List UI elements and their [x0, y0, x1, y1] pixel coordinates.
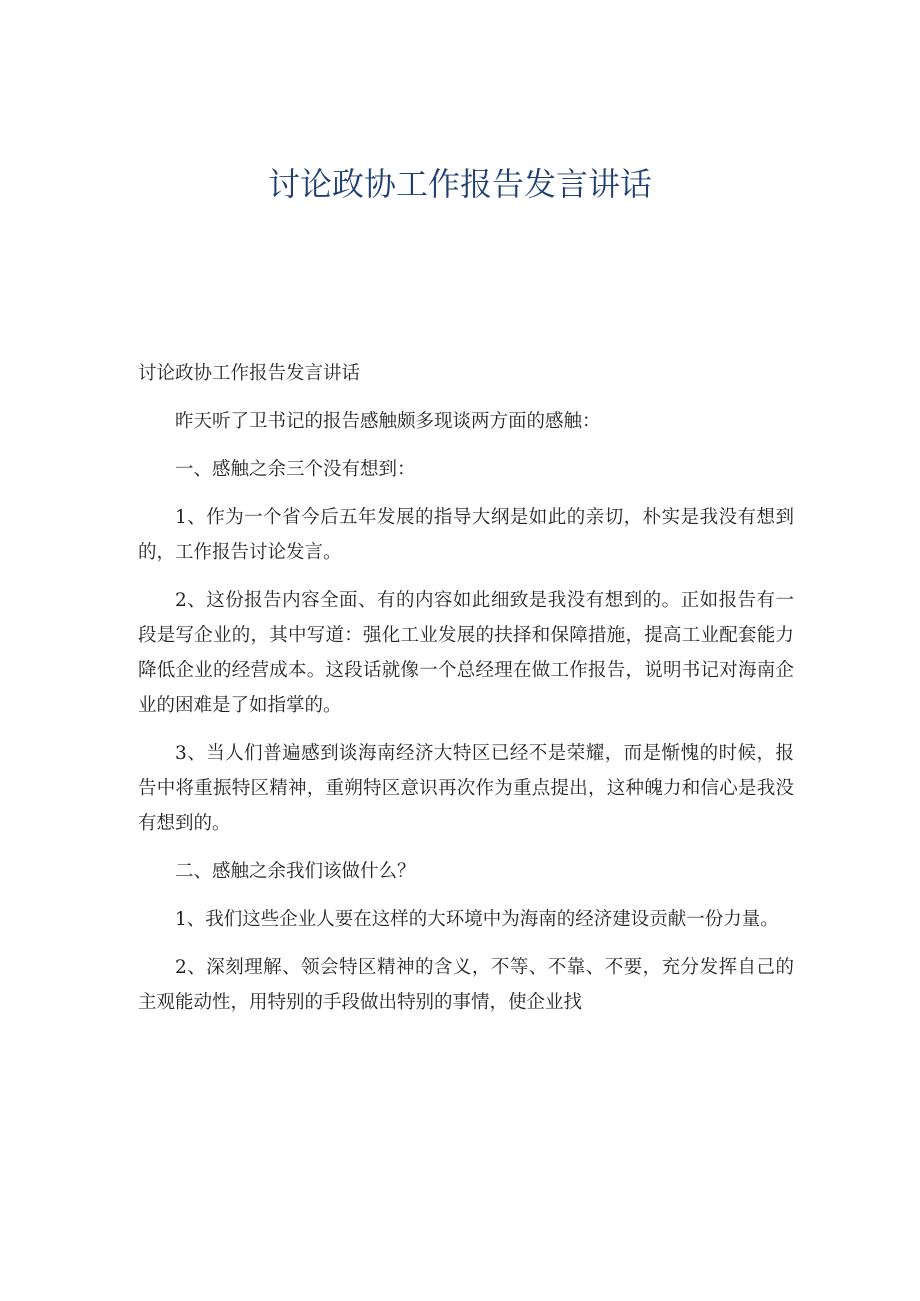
- paragraph-2-2: 2、深刻理解、领会特区精神的含义，不等、不靠、不要，充分发挥自己的主观能动性，用特别的手段做出特别的事情，使企业找: [138, 957, 794, 1013]
- paragraph-1-1: 1、作为一个省今后五年发展的指导大纲是如此的亲切，朴实是我没有想到的，工作报告讨论发言。: [138, 507, 794, 563]
- paragraph-2-1: 1、我们这些企业人要在这样的大环境中为海南的经济建设贡献一份力量。: [175, 909, 779, 930]
- document-title: 讨论政协工作报告发言讲话: [267, 165, 652, 203]
- document-body: [138, 356, 794, 1033]
- paragraph-1-3: 3、当人们普遍感到谈海南经济大特区已经不是荣耀，而是惭愧的时候，报告中将重振特区精神，重朔特区意识再次作为重点提出，这种魄力和信心是我没有想到的。: [138, 743, 794, 834]
- paragraph-1-2: 2、这份报告内容全面、有的内容如此细致是我没有想到的。正如报告有一段是写企业的，其中写道：强化工业发展的扶择和保障措施，提高工业配套能力降低企业的经营成本。这段话就像一个总经理在做工作报告，说明书记对海南企业的困难是了如指掌的。: [138, 590, 794, 716]
- section-heading-2: 二、感触之余我们该做什么？: [175, 861, 416, 882]
- paragraph-intro: 昨天听了卫书记的报告感触颇多现谈两方面的感触：: [175, 411, 601, 432]
- section-heading-1: 一、感触之余三个没有想到：: [175, 459, 416, 480]
- body-heading: 讨论政协工作报告发言讲话: [138, 363, 361, 384]
